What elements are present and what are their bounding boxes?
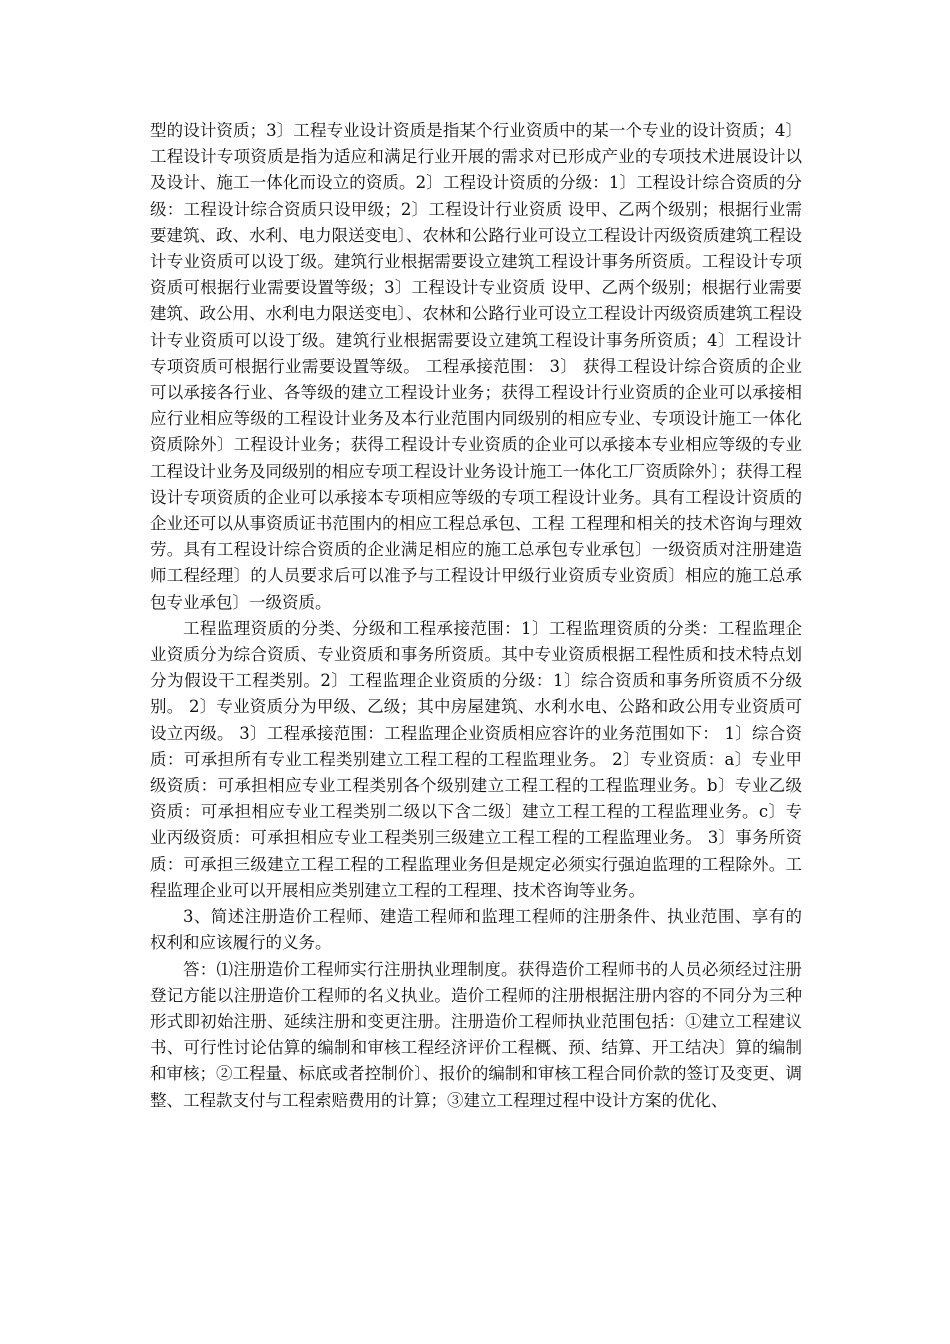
paragraph-supervision-qualification: 工程监理资质的分类、分级和工程承接范围：1〕工程监理资质的分类：工程监理企业资质分为综合资质、专业资质和事务所资质。其中专业资质根据工程性质和技术特点划分为假设干工程类别。2〕工程监理企业资质的分级：1〕综合资质和事务所资质不分级别。 2〕专业资质分为甲级、乙级；其中房屋建筑、水利水电、公路和政公用专业资质可设立丙级。 3〕工程承接范围：工程监理企业资质相应容许的业务范围如下： 1〕综合资质：可承担所有专业工程类别建立工程工程的工程监理业务。 2〕专业资质：a〕专业甲级资质：可承担相应专业工程类别各个级别建立工程工程的工程监理业务。b〕专业乙级资质：可承担相应专业工程类别二级以下含二级〕建立工程工程的工程监理业务。c〕专业丙级资质：可承担相应专业工程类别三级建立工程工程的工程监理业务。 3〕事务所资质：可承担三级建立工程工程的工程监理业务但是规定必须实行强迫监理的工程除外。工程监理企业可以开展相应类别建立工程的工程理、技术咨询等业务。	[150, 618, 802, 900]
paragraph-design-qualification: 型的设计资质；3〕工程专业设计资质是指某个行业资质中的某一个专业的设计资质；4〕工程设计专项资质是指为适应和满足行业开展的需求对已形成产业的专项技术进展设计以及设计、施工一体化而设立的资质。2〕工程设计资质的分级：1〕工程设计综合资质的分级：工程设计综合资质只设甲级；2〕工程设计行业资质 设甲、乙两个级别；根据行业需要建筑、政、水利、电力限送变电〕、农林和公路行业可设立工程设计丙级资质建筑工程设计专业资质可以设丁级。建筑行业根据需要设立建筑工程设计事务所资质。工程设计专项资质可根据行业需要设置等级；3〕工程设计专业资质 设甲、乙两个级别；根据行业需要建筑、政公用、水利电力限送变电〕、农林和公路行业可设立工程设计丙级资质建筑工程设计专业资质可以设丁级。建筑行业根据需要设立建筑工程设计事务所资质；4〕工程设计专项资质可根据行业需要设置等级。 工程承接范围： 3〕 获得工程设计综合资质的企业可以承接各行业、各等级的建立工程设计业务；获得工程设计行业资质的企业可以承接相应行业相应等级的工程设计业务及本行业范围内同级别的相应专业、专项设计施工一体化资质除外〕工程设计业务；获得工程设计专业资质的企业可以承接本专业相应等级的专业工程设计业务及同级别的相应专项工程设计业务设计施工一体化工厂资质除外〕；获得工程设计专项资质的企业可以承接本专项相应等级的专项工程设计业务。具有工程设计资质的企业还可以从事资质证书范围内的相应工程总承包、工程 工程理和相关的技术咨询与理效劳。具有工程设计综合资质的企业满足相应的施工总承包专业承包〕一级资质对注册建造师工程经理〕的人员要求后可以准予与工程设计甲级行业资质专业资质〕相应的施工总承包专业承包〕一级资质。	[150, 121, 802, 612]
document-body	[150, 118, 802, 1114]
question-heading: 3、简述注册造价工程师、建造工程师和监理工程师的注册条件、执业范围、享有的权利和应该履行的义务。	[150, 907, 802, 953]
paragraph-answer: 答：⑴注册造价工程师实行注册执业理制度。获得造价工程师书的人员必须经过注册登记方能以注册造价工程师的名义执业。造价工程师的注册根据注册内容的不同分为三种形式即初始注册、延续注册和变更注册。注册造价工程师执业范围包括：①建立工程建议书、可行性讨论估算的编制和审核工程经济评价工程概、预、结算、开工结决〕算的编制和审核；②工程量、标底或者控制价〕、报价的编制和审核工程合同价款的签订及变更、调整、工程款支付与工程索赔费用的计算；③建立工程理过程中设计方案的优化、	[150, 959, 802, 1110]
